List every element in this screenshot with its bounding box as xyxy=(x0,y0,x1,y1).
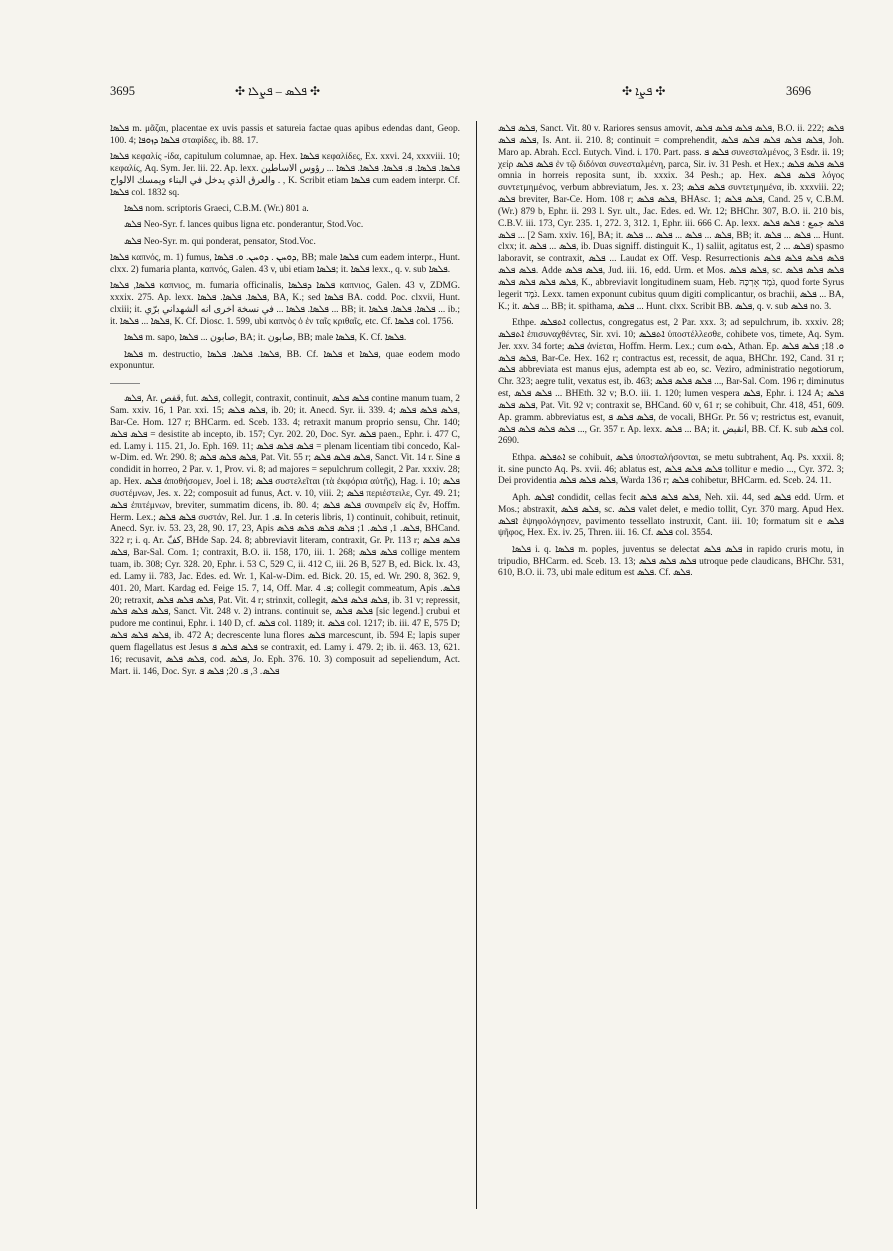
entry: Aph. ܐܦܠܣ condidit, cellas fecit ܦܠܣ ܦܠܣ ܦܠܣ, Neh. xii. 44, sed ܦܠܣ edd. Urm. et Mos.; abstraxit, ܦܠܣ ܦܠܣ, sc. ܦܠܣ valet delet, e medio tollit, Cyr. 370 marg. Apud Hex. ܐܦܠܣ ἐψηφολόγησεν, pavimento tessellato instruxit, Cant. iii. 10; formatum sit e ܦܠܣ ψῆφος, Hex. Ex. iv. 25, Thren. iii. 16. Cf. ܦܠܣ col. 3554. xyxy=(498,492,844,539)
entry: Ethpe. ܐܬܦܠܣ collectus, congregatus est, 2 Par. xxx. 3; ad sepulchrum, ib. xxxiv. 28; ܐܬܦܠܣ ἐπισυναχθέντες, Sir. xvi. 10; ܐܬܦܠܣ ὑποστέλλεσθε, cohibete vos, timete, Aq. Sym. Jer. xxv. 34 forte; ܦܠܣ ἀνίεται, Hoffm. Herm. Lex.; cum ܠܘܬ, Athan. Ep. ܘ. 18; ܦܠܣ ܦܠܣ ܦܠܣ ܦܠܣ, Bar-Ce. Hex. 162 r; contractus est, recessit, de aqua, BHChr. 192, Cand. 31 r; ܦܠܣ abbreviata est manus ejus, adempta est ab eo, sc. Veziro, administratio negotiorum, Chr. 323; aegre tulit, vexatus est, ib. 463; ܦܠܣ ܦܠܣ ܦܠܣ ..., Bar-Sal. Com. 196 r; diminutus est, ܦܠܣ ܦܠܣ ... BHEth. 32 v; B.O. iii. 1. 120; lumen vespera ܦܠܣ, Ephr. i. 124 A; ܦܠܣ ܦܠܣ ܦܠܣ, Pat. Vit. 92 v; contraxit se, BHCand. 60 v, 61 r; se cohibuit, Chr. 418, 451, 609. Ap. gramm. abbreviatus est, ܦܠܣ ܦܠܣ ܦ, de vocali, BHGr. Pr. 56 v; restrictus est, evanuit, ܦܠܣ ܦܠܣ ܦܠܣ ܦܠܣ ..., Gr. 357 r. Ap. lexx. ܦܠܣ ... BA; it. انقبض, BB. Cf. K. sub ܦܠܣ col. 2690. xyxy=(498,318,845,447)
entry: ܦܠܣܐ κεφαλίς -ίδα, capitulum columnae, ap. Hex. ܦܠܣܐ κεφαλίδες, Ex. xxvi. 24, xxxviii. 10; κεφαλίς, Aq. Sym. Jer. lii. 22. Ap. lexx. ܦܠܣܐ. ܦܠܣܐ. ܦ. ܦܠܣܐ. ܦܠܣܐ. ܦܠܣܐ ... رؤوس الاساطين . والعرق الذي يدخل في البناء ويمسك الالواح , K. Scribit etiam ܦܠܣܐ cum eadem interpr. Cf. ܦܠܣܐ col. 1832 sq. xyxy=(110,152,461,198)
running-head-right: ✣ ܦܨܐ ✣ xyxy=(622,84,666,98)
right-column xyxy=(498,124,844,585)
entry: ܦܠܣ Neo-Syr. m. qui ponderat, pensator, Stod.Voc. xyxy=(124,236,316,247)
left-column xyxy=(110,124,460,683)
entry: ܦܠܣܐ m. sapo, صابون ... ܦܠܣܐ, BA; it. صابون, BB; male ܦܠܣܐ, K. Cf. ܦܠܣܐ. xyxy=(124,333,407,344)
entry: ܦܠܣ Neo-Syr. f. lances quibus ligna etc. ponderantur, Stod.Voc. xyxy=(124,220,364,231)
column-divider xyxy=(476,121,477,1209)
entry: ܦܠܣܐ nom. scriptoris Graeci, C.B.M. (Wr.) 801 a. xyxy=(124,204,309,215)
entry: ܦܠܣܐ, ܦܠܣܐ καπνιος, m. fumaria officinalis, ܦܠܣܐ ܕܦܠܣܐ καπνιος, Galen. 43 v, ZDMG. xxxix. 275. Ap. lexx. ܦܠܣܐ. ܦܠܣܐ. ܦܠܣܐ, BA, K.; sed ܦܠܣܐ BA. codd. Poc. clxvii, Hunt. clxiii; it. ܦܠܣܐ. ܦܠܣܐ ... في نسخة اخرى انه الشهداني برّي ... BB; it. ܦܠܣܐ. ܦܠܣܐ. ܦܠܣܐ ... ib.; it. ܦܠܣܐ ... ܦܠܣܐ, K. Cf. Diosc. 1. 599, ubi καπνὸς ὁ ἐν ταῖς κριθαῖς, etc. Cf. ܦܠܣܐ col. 1756. xyxy=(110,281,460,327)
entry: ܦܠܣ, Ar. قفص, fut. ܦܠܣ, collegit, contraxit, continuit, ܦܠܣ ܦܠܣ contine manum tuam, 2 Sam. xxiv. 16, 1 Par. xxi. 15; ܦܠܣ ܦܠܣ, ib. 20; it. Anecd. Syr. ii. 339. 4; ܦܠܣ ܦܠܣ ܦܠܣ, Bar-Ce. Hom. 127 r; BHCarm. ed. Sceb. 133. 4; retraxit manum proprio sensu, Chr. 140; ܦܠܣ ܦܠܣ = desistite ab incepto, ib. 157; Cyr. 202. 20, Doc. Syr. ܦܠܣ paen., Ephr. i. 477 C, ed. Lamy i. 115. 21, Jo. Eph. 169. 11; ܦܠܣ ܦܠܣ ܦܠܣ = plenam licentiam tibi concedo, Kal-w-Dim. ed. Wr. 290. 8; ܦܠܣ ܦܠܣ ܦܠܣ, Pat. Vit. 55 r; ܦܠܣ ܦܠܣ ܦܠܣ, Sanct. Vit. 14 r. Sine ܦ condidit in horreo, 2 Par. v. 1, Prov. vi. 8; ad majores = sepulchrum collegit, 2 Par. xxxiv. 28; ap. Hex. ܦܠܣ ἀποθήσομεν, Joel i. 18; ܦܠܣ συστελεῖται (τὰ ἐκφόρια αὐτῆς), Hag. i. 10; ܦܠܣ συστέμνων, Jes. x. 22; composuit ad funus, Act. v. 10, viii. 2; ܦܠܣ περιέστειλε, Cyr. 49. 21; ܦܠܣ ἐπιτέμνων, breviter, summatim dicens, ib. 80. 4; ܦܠܣ ܦܠܣ συναιρεῖν εἰς ἕν, Hoffm. Herm. Lex.; ܦܠܣ ܦܠܣ συστάν, Rel. Jur. ܦ. 1. In ceteris libris, 1) continuit, cohibuit, retinuit, Anecd. Syr. iv. 53. 23, 28, 90. 17, 23, Apis ܦܠܣ. 1, ܦܠܣ. 1; ܦܠܣ ܦܠܣ ܦܠܣ ܦܠܣ, BHCand. 322 r; i. q. Ar. كفّ, BHde Sap. 24. 8; abbreviavit literam, contraxit, Gr. Pr. 113 r; ܦܠܣ ܦܠܣ ܦܠܣ, Bar-Sal. Com. 1; contraxit, B.O. ii. 158, 170, iii. 1. 268; ܦܠܣ ܦܠܣ collige mentem tuam, ib. 308; Cyr. 328. 20, Ephr. i. 53 C, 529 C, ii. 412 C, iii. 26 B, 527 B, ed. Bick. lx. 43, ed. Lamy ii. 783, Jac. Edes. ed. Wr. 1, Kal-w-Dim. ed. Bick. 20. 15, ed. Wr. 290. 8, 362. 9, 401. 20, Mart. Kardag ed. Feige 15. 7, 14, Off. Mar. ܦ. 4; collegit commeatum, Apis ܦܠܣ. 20; retraxit, ܦܠܣ ܦܠܣ ܦܠܣ, Pat. Vit. 4 r; strinxit, collegit, ܦܠܣ ܦܠܣ ܦܠܣ, ib. 31 v; repressit, ܦܠܣ ܦܠܣ ܦܠܣ, Sanct. Vit. 248 v. 2) intrans. continuit se, ܦܠܣ ܦܠܣ [sic legend.] crubui et pudore me continui, Ephr. i. 140 D, cf. ܦܠܣ col. 1189; it. ܦܠܣ col. 1217; ib. iii. 47 E, 575 D; ܦܠܣ ܦܠܣ ܦܠܣ, ib. 472 A; decrescente luna flores ܦܠܣ marcescunt, ib. 594 E; lapis super quem flagellatus est Jesus ܦܠܣ ܦܠܣ ܦ se contraxit, ed. Lamy i. 479. 2; ib. ii. 463. 13, 621. 16; recusavit, ܦܠܣ ܦܠܣ, cod. ܦܠܣ, Jo. Eph. 376. 10. 3) composuit ad sepeliendum, Act. Mart. ii. 146, Doc. Syr. ܦܠܣ. 3, ܦ. 20; ܦܠܣ ܦ xyxy=(110,394,461,677)
entry: ܦܠܣ ܦܠܣ, Sanct. Vit. 80 v. Rariores sensus amovit, ܦܠܣ ܦܠܣ ܦܠܣ ܦܠܣ, B.O. ii. 222; ܦܠܣ ܦܠܣ ܦܠܣ, Is. Ant. ii. 210. 8; continuit = comprehendit, ܦܠܣ ܦܠܣ ܦܠܣ ܦܠܣ ܦܠܣ, Joh. Maro ap. Abrah. Eccl. Eutych. Vind. i. 170. Part. pass. ܦܠܣ ܦ συνεσταλμένος, 3 Esdr. ii. 19; χείρ ܦܠܣ ܦܠܣ ἐν τῷ διδόναι συνεσταλμένη, parca, Sir. iv. 31 Pesh. et Hex.; ܦܠܣ ܦܠܣ ܦܠܣ omnia in horreis reposita sunt, ib. xxxix. 34 Pesh.; ap. Hex. ܦܠܣ ܦܠܣ λόγος συντετμημένος, verbum abbreviatum, Jes. x. 23; ܦܠܣ ܦܠܣ συντετμημένα, ib. xxxviii. 22; ܦܠܣ breviter, Bar-Ce. Hom. 108 r; ܦܠܣ ܦܠܣ, BHAsc. 1; ܦܠܣ ܦܠܣ, Cand. 25 v, C.B.M. (Wr.) 879 b, Ephr. ii. 293 l. Syr. ult., Jac. Edes. ed. Wr. 12; BHChr. 307, B.O. ii. 210 bis, C.B.V. iii. 173, Cyr. 235. 1, 272. 3, 312. 1, Ephr. iii. 666 C. Ap. lexx. ܦܠܣ جمع : ܦܠܣ ܦܠܣ ... ܦܠܣ [2 Sam. xxiv. 16], BA; it. ܦܠܣ ... ܦܠܣ ... ܦܠܣ ... ܦܠܣ, BB; it. ܦܠܣ ... ܦܠܣ ... Hunt. clxx; it. ܦܠܣ ... ܦܠܣ, ib. Duas signiff. distinguit K., 1) saliit, agitatus est, ܦܠܣ ... 2) spasmo laboravit, se contraxit, ܦܠܣ ... Laudat ex Off. Vesp. Resurrectionis ܦܠܣ ܦܠܣ ܦܠܣ ܦܠܣ ܦܠܣ ܦܠܣ. Adde ܦܠܣ ܦܠܣ, Jud. iii. 16, edd. Urm. et Mos. ܦܠܣ ܦܠܣ, sc. ܦܠܣ ܦܠܣ ܦܠܣ ܦܠܣ ܦܠܣ ܦܠܣ ܦܠܣ, K., abbreviavit longitudinem suam, Heb. גֹּמֶד אָרְכָּהּ, quod forte Syrus legerit גֹּמֶד. Lexx. tamen exponunt cubitus quum digiti complicantur, os brachii, ܦܠܣ ... BA, K.; it. ܦܠܣ ... BB; it. spithama, ܦܠܣ ... Hunt. clxx. Scribit BB. ܦܠܣ, q. v. sub ܦܠܣ no. 3. xyxy=(498,124,845,312)
entry: ܦܠܣܐ m. μᾶζαι, placentae ex uvis passis et satureia factae quas apibus edendas dant, Geop. 100. 4; ܦܠܣܐ ܕܙܘܦܐ σταφίδες, ib. 88. 17. xyxy=(110,124,460,146)
page-number-left: 3695 xyxy=(110,84,135,98)
section-divider xyxy=(110,383,140,384)
running-head-left: ✣ ܦܠܣ ‒ ܦܨܠܐ ✣ xyxy=(235,84,321,98)
entry: Ethpa. ܐܬܦܠܣ se cohibuit, ܦܠܣ ὑποσταλήσονται, se metu subtrahent, Aq. Ps. xxxii. 8; it. sine puncto Aq. Ps. xvii. 46; ablatus est, ܦܠܣ ܦܠܣ ܦܠܣ tollitur e medio ..., Cyr. 372. 3; Dei providentia ܦܠܣ ܦܠܣ ܦܠܣ, Warda 136 r; ܦܠܣ cohibetur, BHCarm. ed. Sceb. 24. 11. xyxy=(498,452,844,487)
entry: ܦܠܣܐ καπνός, m. 1) fumus, ܕܘܚܢ . ܕܘܚܢ. ܘ. ܦܠܣܐ, BB; male ܦܠܣܐ cum eadem interpr., Hunt. clxx. 2) fumaria planta, καπνός, Galen. 43 v, ubi etiam ܦܠܣܐ; it. ܦܠܣܐ lexx., q. v. sub ܦܠܣܐ. xyxy=(110,253,460,275)
entry: ܦܠܣܐ m. destructio, ܦܠܣܐ. ܦܠܣܐ. ܦܠܣܐ, BB. Cf. ܦܠܣܐ et ܦܠܣܐ, quae eodem modo exponuntur. xyxy=(110,349,460,372)
page-number-right: 3696 xyxy=(786,84,811,98)
entry: ܦܠܣܐ i. q. ܦܠܣܐ m. poples, juventus se delectat ܦܠܣ ܦܠܣ in rapido cruris motu, in tripudio, BHCarm. ed. Sceb. 13. 13; ܦܠܣ ܦܠܣ ܦܠܣ utroque pede claudicans, BHChr. 531, 610, B.O. ii. 73, ubi male editum est ܦܠܣ. Cf. ܦܠܣ. xyxy=(498,544,845,579)
